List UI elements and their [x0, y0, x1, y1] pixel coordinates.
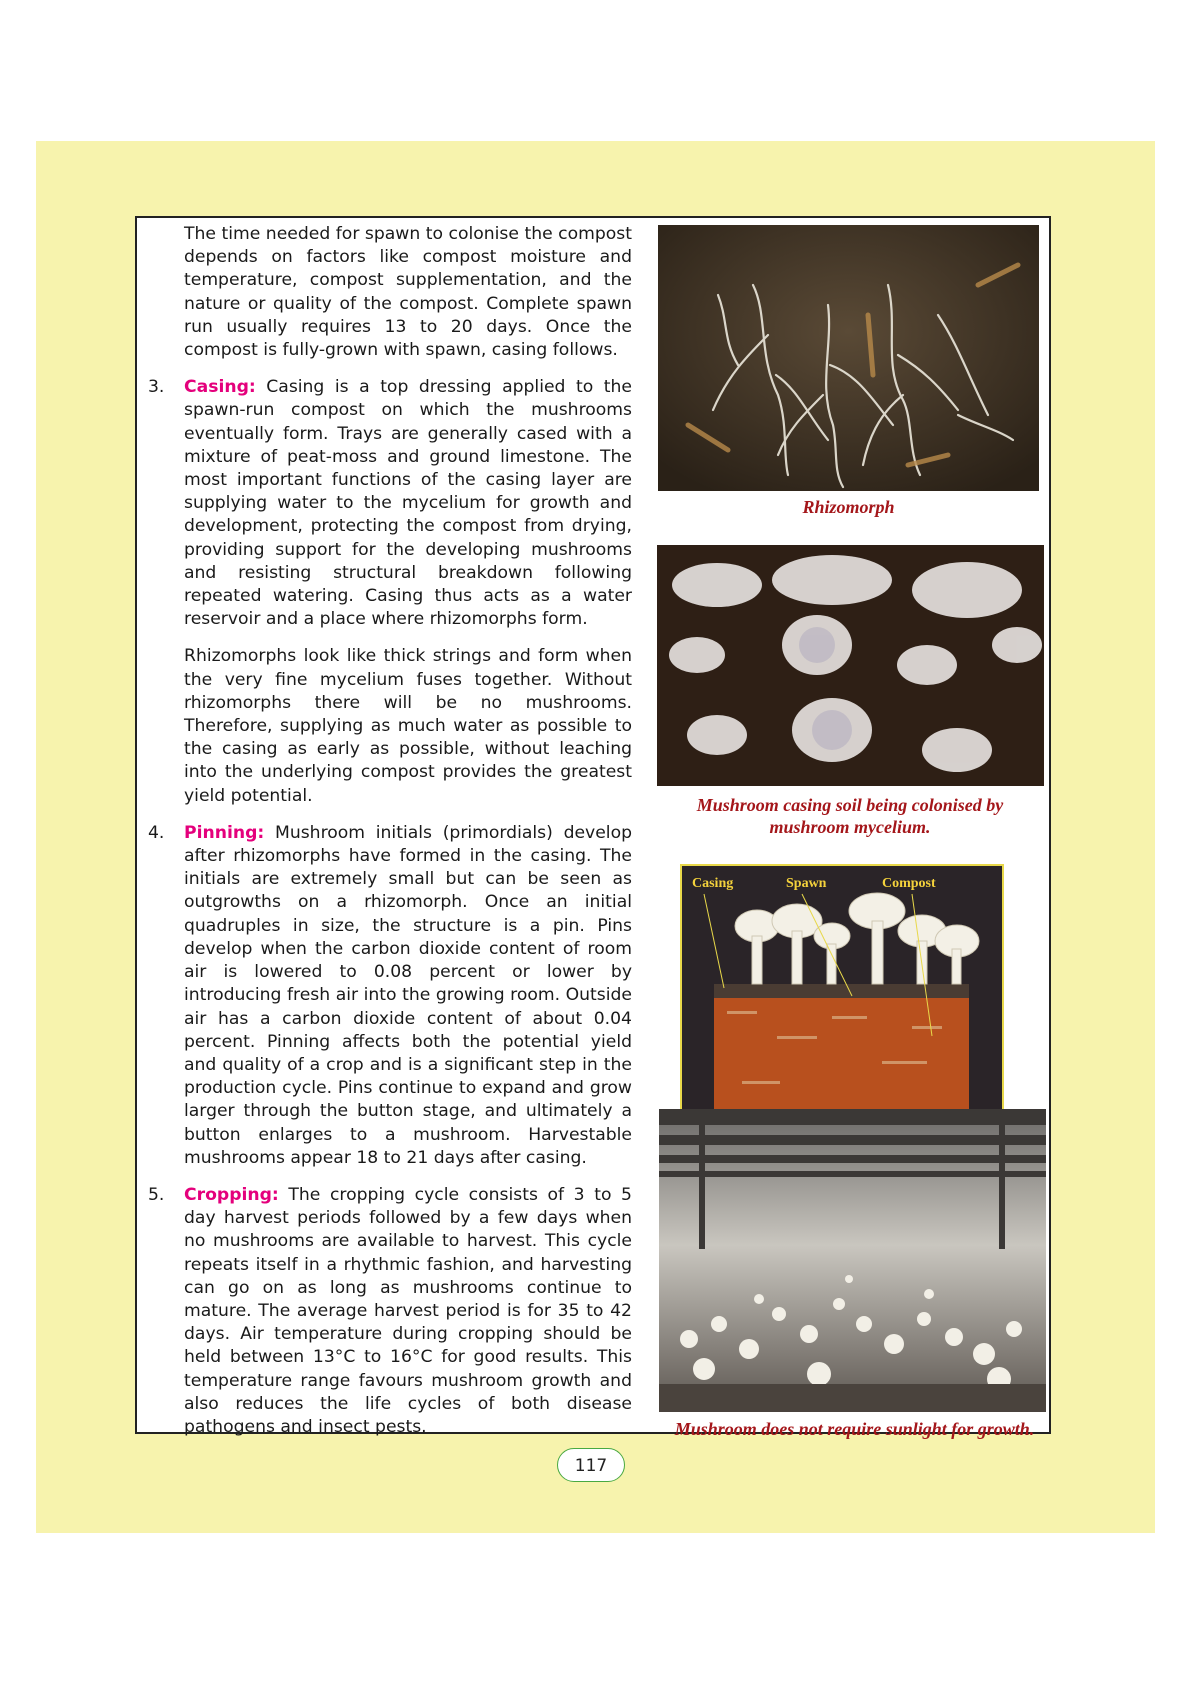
- casing-soil-illustration: [657, 545, 1044, 786]
- list-item-cropping: [148, 1184, 632, 1439]
- label-casing: Casing: [692, 876, 734, 891]
- item-text: Casing is a top dressing applied to the spawn-run compost on which the mushrooms eventually form. Trays are generally cased with a mixture of peat-moss and ground limestone. The most important functions of the casing layer are supplying water to the mycelium for growth and development, protecting the compost from drying, providing support for the developing mushrooms and resisting structural breakdown following repeated watering. Casing thus acts as a water reservoir and a place where rhizomorphs form.: [184, 377, 632, 630]
- item-number: 4.: [148, 822, 165, 843]
- text-column: [148, 223, 632, 1453]
- rhizomorph-paragraph: Rhizomorphs look like thick strings and form when the very fine mycelium fuses together. Without rhizomorphs there will be no mushrooms. Therefore, supplying as much water as possible to the casing as early as possible, without leaching into the underlying compost provides the greatest yield potential.: [184, 646, 632, 806]
- item-keyword: Cropping:: [184, 1184, 279, 1205]
- list-item-pinning: [148, 822, 632, 1170]
- caption-casing-soil: Mushroom casing soil being colonised by mushroom mycelium.: [696, 795, 1004, 837]
- item-text: The cropping cycle consists of 3 to 5 day harvest periods followed by a few days when no mushrooms are available to harvest. This cycle repeats itself in a rhythmic fashion, and harvesting can go on as long as mushrooms continue to mature. The average harvest period is for 35 to 42 days. Air temperature during cropping should be held between 13°C to 16°C for good results. This temperature range favours mushroom growth and also reduces the life cycles of both disease pathogens and insect pests.: [184, 1184, 632, 1437]
- label-spawn: Spawn: [786, 876, 827, 891]
- item-text: Mushroom initials (primordials) develop after rhizomorphs have formed in the casing. The initials are extremely small but can be seen as outgrowths on a rhizomorph. Once an initial quadruples in size, the structure is a pin. Pins develop when the carbon dioxide content of room air is lowered to 0.08 percent or lower by introducing fresh air into the growing room. Outside air has a carbon dioxide content of about 0.04 percent. Pinning affects both the potential yield and quality of a crop and is a significant step in the production cycle. Pins continue to expand and grow larger through the button stage, and ultimately a button enlarges to a mushroom. Harvestable mushrooms appear 18 to 21 days after casing.: [184, 822, 632, 1168]
- growing-room-photo: [659, 1109, 1046, 1412]
- item-number: 3.: [148, 377, 165, 398]
- rhizomorph-photo: [658, 225, 1039, 491]
- layers-photo: [680, 864, 1004, 1132]
- caption-rhizomorph: Rhizomorph: [802, 497, 895, 517]
- item-keyword: Casing:: [184, 377, 256, 398]
- item-keyword: Pinning:: [184, 822, 265, 843]
- list-item-casing: [148, 376, 632, 631]
- intro-paragraph: The time needed for spawn to colonise the compost depends on factors like compost moisture and temperature, compost supplementation, and the nature or quality of the compost. Complete spawn run usually requires 13 to 20 days. Once the compost is fully-grown with spawn, casing follows.: [184, 224, 632, 361]
- layers-illustration: [682, 866, 1002, 1130]
- caption-growing-room: Mushroom does not require sunlight for growth.: [674, 1419, 1035, 1439]
- rhizomorph-illustration: [658, 225, 1039, 491]
- casing-soil-photo: [657, 545, 1044, 786]
- page-number: 117: [557, 1448, 625, 1482]
- label-compost: Compost: [882, 876, 936, 891]
- growing-room-illustration: [659, 1109, 1046, 1412]
- item-number: 5.: [148, 1184, 165, 1205]
